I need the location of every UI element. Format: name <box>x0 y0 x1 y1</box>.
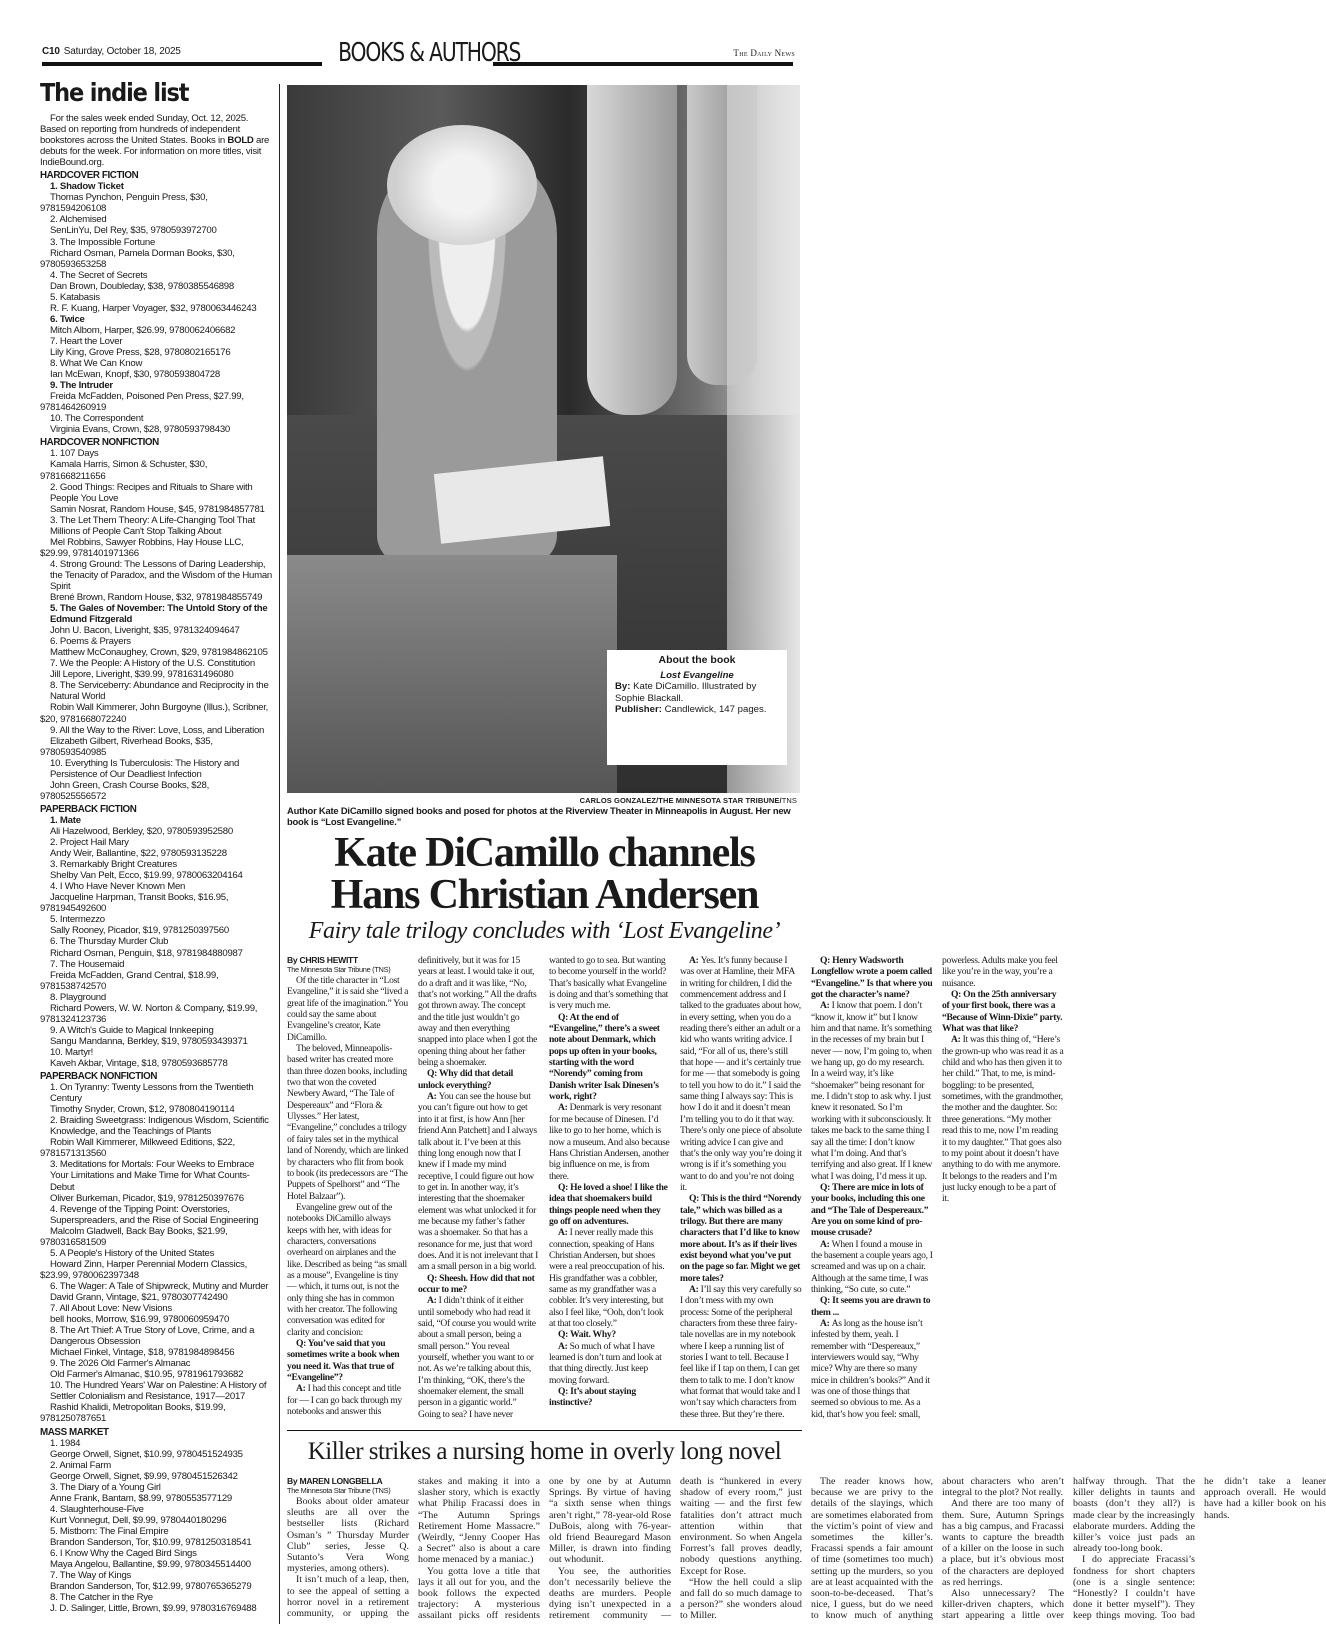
list-item <box>40 1526 272 1548</box>
answer-label: A: <box>427 1091 439 1103</box>
indie-list <box>40 78 272 1614</box>
question: Q: Wait. Why? <box>558 1329 616 1341</box>
list-item <box>40 1204 272 1248</box>
answer <box>549 1227 671 1329</box>
book-title: 7. The Way of Kings <box>50 1570 132 1582</box>
photo-signing-table <box>287 555 617 793</box>
answer <box>549 1102 671 1181</box>
answer-label: A: <box>427 1295 439 1307</box>
book-title: 7. All About Love: New Visions <box>50 1303 172 1315</box>
book-details: Howard Zinn, Harper Perennial Modern Classics, $23.99, 9780062397348 <box>40 1258 247 1281</box>
list-section-heading: HARDCOVER FICTION <box>40 170 139 182</box>
book-title: 2. Good Things: Recipes and Rituals to Share with People You Love <box>50 481 253 504</box>
book-details: Ian McEwan, Knopf, $30, 9780593804728 <box>50 369 220 381</box>
paragraph: Evangeline grew out of the notebooks DiCamillo always keeps with her, with ideas for characters, conversations overheard on airplanes and the like. Described as being “as small as a mouse”, Evangeline is tiny — which, it turns out, is not the only thing she has in common with her creator. The following conversation was edited for clarity and concision: <box>287 1201 407 1338</box>
paragraph: Of the title character in “Lost Evangeline,” it is said she “lived a great life of the imagination.” You could say the same about Evangeline’s creator, Kate DiCamillo. <box>287 975 409 1043</box>
book-title: 4. Strong Ground: The Lessons of Daring Leadership, the Tenacity of Paradox, and the Wisdom of the Human Spirit <box>50 558 272 592</box>
list-item <box>40 1047 272 1069</box>
book-title: 10. Martyr! <box>50 1046 94 1058</box>
list-item <box>40 448 272 481</box>
answer-text: I didn’t think of it either until somebody who had read it said, “Of course you would write about a small person, being a small person.” You reveal yourself, whether you want to or not. As we’re talking about this, I’m thinking, “OK, there’s the shoemaker element, the small person in a gigantic world.” Going to sea? I have never wanted to go to sea. But wanting to become yourself in the world? That’s basically what Evangeline is doing and that’s something that is very much me. <box>418 955 669 1420</box>
list-item <box>40 725 272 758</box>
book-details: Brandon Sanderson, Tor, $10.99, 9781250318541 <box>50 1537 252 1548</box>
article-deck: Fairy tale trilogy concludes with ‘Lost Evangeline’ <box>308 918 781 944</box>
question: Q: This is the third “Norendy tale,” which was billed as a trilogy. But there are many characters that I’d like to know more about. It’s as if their lives exist beyond what you’ve put on the page so far. Might we get more tales? <box>680 1193 802 1284</box>
list-item <box>40 515 272 559</box>
list-item <box>40 292 272 314</box>
book-title: 2. Alchemised <box>50 214 107 226</box>
list-section-heading: HARDCOVER NONFICTION <box>40 437 159 449</box>
book-details: Freida McFadden, Grand Central, $18.99, 9781538742570 <box>40 969 219 992</box>
list-item <box>40 658 272 680</box>
byline-by: By <box>287 955 300 965</box>
paragraph: It isn’t much of a leap, then, to see the appeal of setting a horror novel in a retirement community, or upping the stakes and making it into a slasher story, which is exactly what Philip Fracassi does in “The Autumn Springs Retirement Home Massacre.” (Weirdly, “Jenny Cooper Has a Secret” also is about a care home menaced by a maniac.) <box>287 1476 540 1620</box>
book-details: Brandon Sanderson, Tor, $12.99, 9780765365279 <box>50 1581 252 1593</box>
book-details: Robin Wall Kimmerer, Milkweed Editions, $22, 9781571313560 <box>40 1137 235 1160</box>
byline-author: MAREN LONGBELLA <box>299 1476 383 1486</box>
paragraph: “How the hell could a slip and fall do so much damage to a person?” she wonders aloud to Miller. <box>680 1576 802 1622</box>
list-item <box>40 1482 272 1504</box>
about-heading: About the book <box>658 654 736 666</box>
review-body <box>287 1476 1326 1628</box>
list-item <box>40 1570 272 1592</box>
list-item <box>40 214 272 236</box>
paragraph: You gotta love a title that lays it all out for you, and the book follows the expected trajectory: A mysterious assailant picks off residents one by one by at Autumn Springs. By virtue of having “a sixth sense when things aren’t right,” 78-year-old Rose DuBois, along with 76-year-old friend Beauregard Mason Miller, is drawn into finding out whodunit. <box>418 1476 671 1622</box>
book-title: 3. The Impossible Fortune <box>50 236 156 248</box>
paragraph: And there are too many of them. Sure, Autumn Springs has a big campus, and Fracassi wants to capture the breadth of a killer on the loose in such a place, but it’s obvious most of the characters are deployed as red herrings. <box>942 1498 1064 1588</box>
article-headline: Kate DiCamillo channels Hans Christian Andersen <box>330 830 759 918</box>
book-title: 5. Intermezzo <box>50 914 105 926</box>
answer-label: A: <box>296 1383 308 1395</box>
article-body <box>287 955 1064 1425</box>
book-details: Old Farmer's Almanac, $10.95, 9781961793682 <box>50 1369 244 1381</box>
book-publisher <box>615 704 779 716</box>
answer <box>680 1284 802 1420</box>
list-item <box>40 270 272 292</box>
paragraph: Also unnecessary? The killer-driven chapters, which start appearing a little over halfway through. That the killer delights in taunts and boasts (don’t they all?) is made clear by the increasingly elaborate murders. Adding the killer’s voice just pads an already too-long book. <box>942 1476 1195 1622</box>
by-label: By: <box>615 681 631 692</box>
answer-label: A: <box>558 1227 570 1239</box>
answer <box>680 955 802 1193</box>
question: Q: Henry Wadsworth Longfellow wrote a poem called “Evangeline.” Is that where you got the character’s name? <box>811 955 933 1001</box>
book-details: Ali Hazelwood, Berkley, $20, 9780593952580 <box>50 826 233 837</box>
header-rule-right <box>493 62 793 66</box>
book-details: Michael Finkel, Vintage, $18, 9781984898456 <box>50 1347 235 1359</box>
list-item <box>40 1025 272 1047</box>
book-details: Virginia Evans, Crown, $28, 9780593798430 <box>50 424 230 436</box>
book-title: 5. The Gales of November: The Untold Story of the Edmund Fitzgerald <box>50 603 268 626</box>
indie-list-intro <box>40 113 272 168</box>
newspaper-name: The Daily News <box>733 48 795 58</box>
book-details: Elizabeth Gilbert, Riverhead Books, $35, 9780593540985 <box>40 735 213 758</box>
book-title: 4. I Who Have Never Known Men <box>50 881 186 893</box>
book-details: Samin Nosrat, Random House, $45, 9781984857781 <box>50 503 265 515</box>
list-item <box>40 1504 272 1526</box>
book-title: 6. I Know Why the Caged Bird Sings <box>50 1548 197 1560</box>
book-title: Lost Evangeline <box>660 669 734 681</box>
list-item <box>40 992 272 1025</box>
list-item <box>40 636 272 658</box>
book-details: Anne Frank, Bantam, $8.99, 9780553577129 <box>50 1492 233 1504</box>
book-title: 3. The Let Them Theory: A Life-Changing Tool That Millions of People Can't Stop Talking About <box>50 514 255 537</box>
book-title: 9. The Intruder <box>50 380 113 392</box>
photo-author-hair <box>387 125 537 245</box>
list-item <box>40 482 272 515</box>
book-title: 10. Everything Is Tuberculosis: The History and Persistence of Our Deadliest Infection <box>50 757 240 780</box>
book-details: Jill Lepore, Liveright, $39.99, 9781631496080 <box>50 669 234 681</box>
indie-sections <box>40 170 272 1614</box>
answer-label: A: <box>820 1000 832 1012</box>
publisher-label: Publisher: <box>615 704 662 715</box>
book-details: R. F. Kuang, Harper Voyager, $32, 9780063446243 <box>50 302 257 314</box>
book-title: 2. Animal Farm <box>50 1459 112 1471</box>
book-details: Sangu Mandanna, Berkley, $19, 9780593439371 <box>50 1035 248 1047</box>
section-divider <box>287 1430 802 1431</box>
answer-label: A: <box>951 1034 963 1046</box>
book-details: Kurt Vonnegut, Dell, $9.99, 9780440180296 <box>50 1514 227 1526</box>
list-item <box>40 837 272 859</box>
answer <box>942 1034 1064 1204</box>
book-details: Oliver Burkeman, Picador, $19, 9781250397676 <box>50 1192 244 1204</box>
list-item <box>40 413 272 435</box>
answer-label: A: <box>689 955 701 966</box>
book-title: 9. The 2026 Old Farmer's Almanac <box>50 1358 191 1370</box>
question: Q: Sheesh. How did that not occur to me? <box>418 1272 535 1295</box>
book-title: 9. All the Way to the River: Love, Loss, and Liberation <box>50 724 265 736</box>
book-details: David Grann, Vintage, $21, 9780307742490 <box>50 1291 228 1303</box>
book-title: 1. 1984 <box>50 1437 81 1449</box>
book-author <box>615 681 779 704</box>
question: Q: It’s about staying instinctive? <box>549 1386 636 1409</box>
book-details: Freida McFadden, Poisoned Pen Press, $27.99, 9781464260919 <box>40 391 244 414</box>
article-agency: The Minnesota Star Tribune (TNS) <box>287 965 391 974</box>
list-item <box>40 1115 272 1159</box>
intro-bold: BOLD <box>227 135 254 147</box>
book-details: Kaveh Akbar, Vintage, $18, 9780593685778 <box>50 1057 228 1069</box>
list-section-heading: PAPERBACK FICTION <box>40 803 137 815</box>
book-title: 8. Playground <box>50 991 106 1003</box>
book-title: 6. The Wager: A Tale of Shipwreck, Mutiny and Murder <box>50 1280 269 1292</box>
book-title: 1. On Tyranny: Twenty Lessons from the Twentieth Century <box>50 1082 254 1105</box>
book-details: Mel Robbins, Sawyer Robbins, Hay House LLC, $29.99, 9781401971366 <box>40 536 244 559</box>
book-title: 8. The Catcher in the Rye <box>50 1592 153 1604</box>
book-details: Mitch Albom, Harper, $26.99, 9780062406682 <box>50 324 236 336</box>
answer-label: A: <box>689 1283 701 1295</box>
book-title: 6. The Thursday Murder Club <box>50 936 169 948</box>
book-title: 2. Braiding Sweetgrass: Indigenous Wisdom, Scientific Knowledge, and the Teachings of Plants <box>50 1115 269 1138</box>
answer <box>418 1091 540 1273</box>
question: Q: It seems you are drawn to them ... <box>811 1295 931 1318</box>
intro-text-end: are debuts for the week. For information on more titles, visit IndieBound.org. <box>40 135 270 169</box>
book-title: 6. Twice <box>50 313 85 325</box>
book-details: Matthew McConaughey, Crown, $29, 9781984862105 <box>50 647 268 659</box>
answer-label: A: <box>820 1318 832 1329</box>
book-title: 1. Shadow Ticket <box>50 181 124 193</box>
header-rule-left <box>42 62 322 66</box>
book-title: 4. Revenge of the Tipping Point: Overstories, Superspreaders, and the Rise of Social Engineering <box>50 1203 259 1226</box>
list-item <box>40 758 272 802</box>
question: Q: There are mice in lots of your books, including this one and “The Tale of Despereaux.” Are you on some kind of pro-mouse crusade? <box>811 1181 929 1239</box>
book-title: 10. The Correspondent <box>50 413 144 425</box>
question: Q: On the 25th anniversary of your first book, there was a “Because of Winn-Dixie” party. What was that like? <box>942 989 1063 1035</box>
book-details: Sally Rooney, Picador, $19, 9781250397560 <box>50 925 229 937</box>
list-item <box>40 1380 272 1424</box>
intro-text: For the sales week ended Sunday, Oct. 12, 2025. Based on reporting from hundreds of independent bookstores across the United States. Books in <box>40 113 249 147</box>
question: Q: At the end of “Evangeline,” there’s a sweet note about Denmark, which pops up often in your books, starting with the word “Norendy” coming from Danish writer Isak Dinesen’s work, right? <box>549 1011 660 1103</box>
list-item <box>40 1082 272 1115</box>
list-item <box>40 1159 272 1203</box>
book-title: 7. We the People: A History of the U.S. Constitution <box>50 658 255 670</box>
book-title: 3. Remarkably Bright Creatures <box>50 859 177 871</box>
paragraph: The reader knows how, because we are privy to the details of the slayings, which are sometimes elaborated from the victim’s point of view and sometimes the killer’s. Fracassi spends a fair amount of time (sometimes too much) setting up the murders, so you are at least acquainted with the soon-to-be-deceased. That’s nice, I guess, but do we need to know much of anything about characters who aren’t integral to the plot? Not really. <box>811 1476 1064 1622</box>
list-item <box>40 914 272 936</box>
book-details: Brené Brown, Random House, $32, 9781984855749 <box>50 592 263 604</box>
by-value: Kate DiCamillo. Illustrated by Sophie Blackall. <box>615 681 757 704</box>
answer-text: I know that poem. I don’t “know it, know it” but I know him and that name. It’s something in the recesses of my brain but I never — now, I’m going to, when we hang up, go do my research. In a weird way, it’s like “shoemaker” being resonant for me. I didn’t stop to ask why. I just knew it resonated. So I’m working with it subconsciously. It takes me back to the same thing I say all the time: I don’t know what I’m doing. And that’s terrifying and also great. If I knew what I was doing, I’d mess it up. <box>811 1000 933 1182</box>
article-byline <box>287 955 409 965</box>
list-item <box>40 314 272 336</box>
answer-text: You can see the house but you can’t figure out how to get into it at first, is how Ann [her friend Ann Patchett] and I always talk about it. I’ve been at this thing long enough now that I knew if I made my mind receptive, I could figure out how to get in. In another way, it’s interesting that the shoemaker element was what unlocked it for me because my father’s father was a shoemaker. So that has a resonance for me, just that word does. And it is not irrelevant that I am a small person in a big world. <box>418 1091 538 1273</box>
book-title: 5. Mistborn: The Final Empire <box>50 1525 169 1537</box>
book-details: Timothy Snyder, Crown, $12, 9780804190114 <box>50 1104 235 1116</box>
question: Q: He loved a shoe! I like the idea that shoemakers build things people need when they go off on adventures. <box>549 1181 668 1227</box>
list-item <box>40 959 272 992</box>
photo-caption: Author Kate DiCamillo signed books and posed for photos at the Riverview Theater in Minneapolis in August. Her new book is “Lost Evangeline.” <box>287 805 791 827</box>
list-item <box>40 881 272 914</box>
book-details: Richard Osman, Pamela Dorman Books, $30, 9780593653258 <box>40 247 235 270</box>
book-details: Dan Brown, Doubleday, $38, 9780385546898 <box>50 280 234 292</box>
book-title: 5. A People's History of the United States <box>50 1247 215 1259</box>
list-item <box>40 181 272 214</box>
book-title: 3. Meditations for Mortals: Four Weeks to Embrace Your Limitations and Make Time for What Counts- Debut <box>50 1159 255 1193</box>
answer-text: Denmark is very resonant for me because of Dinesen. I’d like to go to her home, which is now a museum. And also because Hans Christian Andersen, another big influence on me, is from there. <box>549 1102 670 1182</box>
list-item <box>40 1303 272 1325</box>
section-title: BOOKS & AUTHORS <box>338 38 521 68</box>
answer <box>811 1000 933 1182</box>
answer-text: I never really made this connection, speaking of Hans Christian Andersen, but shoes were a real preoccupation of his. His grandfather was a cobbler, same as my grandfather was a cobbler. It’s very interesting, but also I feel like, “Ooh, don’t look at that too closely.” <box>549 1227 665 1329</box>
book-details: Thomas Pynchon, Penguin Press, $30, 9781594206108 <box>40 192 208 215</box>
list-section-heading: MASS MARKET <box>40 1426 109 1438</box>
answer-text: It was this thing of, “Here’s the grown-up who was read it as a child and who has then given it to her child.” That, to me, is mind-boggling: to be presented, sometimes, with the grandmother, the mother and the daughter. So: three generations. “My mother read this to me, now I’m reading it to my daughter.” That goes also to my point about it doesn’t have anything to do with me anymore. It belongs to the readers and I’m just lucky enough to be a part of it. <box>942 1034 1064 1205</box>
book-title: 8. The Art Thief: A True Story of Love, Crime, and a Dangerous Obsession <box>50 1325 255 1348</box>
book-title: 4. The Secret of Secrets <box>50 269 148 281</box>
answer <box>811 1239 933 1296</box>
list-item <box>40 336 272 358</box>
paragraph: I do appreciate Fracassi’s fondness for short chapters (one is a single sentence: “Honestly? I couldn’t have done it better myself”). They keep things moving. Too bad he didn’t take a leaner approach overall. He would have had a killer book on his hands. <box>1073 1476 1326 1622</box>
list-item <box>40 237 272 270</box>
book-details: Jacqueline Harpman, Transit Books, $16.95, 9781945492600 <box>40 892 229 915</box>
photo-credit-agency: TNS <box>781 796 797 805</box>
list-item <box>40 358 272 380</box>
book-details: Andy Weir, Ballantine, $22, 9780593135228 <box>50 848 227 860</box>
byline-by: By <box>287 1476 300 1486</box>
list-item <box>40 1248 272 1281</box>
book-title: 3. The Diary of a Young Girl <box>50 1481 161 1493</box>
book-details: Shelby Van Pelt, Ecco, $19.99, 9780063204164 <box>50 870 243 882</box>
list-item <box>40 859 272 881</box>
book-details: SenLinYu, Del Rey, $35, 9780593972700 <box>50 225 217 237</box>
book-title: 5. Katabasis <box>50 291 100 303</box>
paragraph: Books about older amateur sleuths are all over the bestseller lists (Richard Osman’s ” Thursday Murder Club” series, Jesse Q. Sutanto’s Vera Wong mysteries, among others). <box>287 1496 409 1575</box>
answer <box>549 1341 671 1386</box>
answer-label: A: <box>820 1238 832 1250</box>
book-title: 4. Slaughterhouse-Five <box>50 1503 144 1515</box>
book-details: bell hooks, Morrow, $16.99, 9780060959470 <box>50 1314 230 1326</box>
book-details: George Orwell, Signet, $10.99, 9780451524935 <box>50 1448 243 1460</box>
book-details: George Orwell, Signet, $9.99, 9780451526342 <box>50 1470 238 1482</box>
column-divider <box>279 84 280 1624</box>
list-item <box>40 1592 272 1614</box>
book-title: 2. Project Hail Mary <box>50 837 129 849</box>
book-details: Kamala Harris, Simon & Schuster, $30, 9781668211656 <box>40 459 208 482</box>
answer-label: A: <box>558 1340 570 1352</box>
book-details: Malcolm Gladwell, Back Bay Books, $21.99, 9780316581509 <box>40 1225 228 1248</box>
list-item <box>40 603 272 636</box>
book-details: Richard Powers, W. W. Norton & Company, $19.99, 9781324123736 <box>40 1002 258 1025</box>
book-details: Rashid Khalidi, Metropolitan Books, $19.99, 9781250787651 <box>40 1402 226 1425</box>
book-title: 8. The Serviceberry: Abundance and Reciprocity in the Natural World <box>50 680 269 703</box>
byline-author: CHRIS HEWITT <box>299 955 358 965</box>
book-details: John U. Bacon, Liveright, $35, 9781324094647 <box>50 625 240 637</box>
review-agency: The Minnesota Star Tribune (TNS) <box>287 1486 391 1495</box>
book-title: 1. Mate <box>50 814 81 826</box>
about-the-book-box <box>607 650 787 765</box>
list-item <box>40 936 272 958</box>
answer-text: Yes. It’s funny because I was over at Hamline, their MFA in writing for children, I did the commencement address and I talked to the graduates about how, in every setting, when you do a reading there’s either an adult or a kid who wants writing advice. I said, “For all of us, there’s still that hope — and it’s certainly true for me — that somebody is going to tell you how to do it.” I said the same thing I always say: This is how I do it and it doesn’t mean I’m telling you to do it that way. There’s only one piece of absolute writing advice I can give and that’s the only way you’re doing it wrong is if it’s something you want to do and you’re not doing it. <box>680 955 802 1193</box>
book-details: John Green, Crash Course Books, $28, 9780525556572 <box>40 779 209 802</box>
review-byline <box>287 1476 409 1486</box>
list-item <box>40 1438 272 1460</box>
list-item <box>40 680 272 724</box>
list-item <box>40 1548 272 1570</box>
photo-background-person <box>587 85 677 415</box>
review-headline: Killer strikes a nursing home in overly long novel <box>307 1438 782 1465</box>
book-details: J. D. Salinger, Little, Brown, $9.99, 9780316769488 <box>50 1603 257 1615</box>
book-title: 7. Heart the Lover <box>50 335 123 347</box>
answer-text: As long as the house isn’t infested by them, yeah. I remember with “Despereaux,” interviewers would say, “Why mice? Why are there so many mice in children’s books?” And it was one of those things that seemed so obvious to me. As a kid, that’s how you feel: small, powerless. Adults make you feel like you’re in the way, you’re a nuisance. <box>811 955 1058 1420</box>
list-item <box>40 1281 272 1303</box>
list-item <box>40 815 272 837</box>
book-details: Robin Wall Kimmerer, John Burgoyne (Illus.), Scribner, $20, 9781668072240 <box>40 702 269 725</box>
question: Q: Why did that detail unlock everything? <box>418 1068 513 1091</box>
book-title: 7. The Housemaid <box>50 958 125 970</box>
publisher-value: Candlewick, 147 pages. <box>661 704 767 715</box>
list-section-heading: PAPERBACK NONFICTION <box>40 1071 158 1083</box>
book-title: 1. 107 Days <box>50 448 99 460</box>
list-item <box>40 1358 272 1380</box>
book-title: 10. The Hundred Years' War on Palestine: A History of Settler Colonialism and Resistance, 1917—2017 <box>50 1380 267 1403</box>
book-details: Maya Angelou, Ballantine, $9.99, 9780345514400 <box>50 1559 251 1571</box>
indie-list-title: The indie list <box>40 78 189 107</box>
list-item <box>40 380 272 413</box>
answer-label: A: <box>558 1102 570 1114</box>
photo-credit-name: CARLOS GONZALEZ/THE MINNESOTA STAR TRIBUNE/ <box>579 796 782 805</box>
answer-text: I’ll say this very carefully so I don’t mess with my own process: Some of the peripheral characters from these three fairy-tale novellas are in my notebook where I keep a running list of stories I want to tell. Because I feel like if I tap on them, I can get them to talk to me. I don’t know what format that would take and I won’t say which characters from these three. But they’re there. <box>680 1283 802 1420</box>
answer-text: So much of what I have learned is don’t turn and look at that thing directly. Just keep moving forward. <box>549 1340 662 1386</box>
list-item <box>40 1325 272 1358</box>
list-item <box>40 559 272 603</box>
book-details: Richard Osman, Penguin, $18, 9781984880987 <box>50 947 243 959</box>
paragraph: You see, the authorities don’t necessarily believe the deaths are murders. People dying isn’t unexpected in a retirement community — death is “hunkered in every shadow of every room,” just waiting — and the first few fatalities don’t attract much attention within that environment. So when Angela Forrest’s fall proves deadly, nobody questions anything. Except for Rose. <box>549 1476 802 1622</box>
issue-date: Saturday, October 18, 2025 <box>63 46 181 57</box>
answer-text: I had this concept and title for — I can go back through my notebooks and answer this definitively, but it was for 15 years at least. I would take it out, do a draft and it was like, “No, that’s not working.” All the drafts got thrown away. The concept and the title just wouldn’t go away and then everything snapped into place when I got the opening thing about her father being a shoemaker. <box>287 955 538 1418</box>
book-title: 9. A Witch's Guide to Magical Innkeeping <box>50 1024 214 1036</box>
book-title: 8. What We Can Know <box>50 358 143 370</box>
page-dateline <box>42 46 181 57</box>
book-title: 6. Poems & Prayers <box>50 636 131 648</box>
list-item <box>40 1460 272 1482</box>
book-details: Lily King, Grove Press, $28, 9780802165176 <box>50 346 231 358</box>
question: Q: You’ve said that you sometimes write a book when you need it. Was that true of “Evangeline”? <box>287 1338 400 1384</box>
paragraph: The beloved, Minneapolis-based writer has created more than three dozen books, including two that won the coveted Newbery Award, “The Tale of Despereaux” and “Flora & Ulysses.” Her latest, “Evangeline,” concludes a trilogy of fairy tales set in the mythical land of Norendy, which are linked by characters who flit from book to book (its predecessors are “The Puppets of Spelhorst” and “The Hotel Balzaar”). <box>287 1043 409 1202</box>
photo-credit <box>580 796 797 805</box>
answer-text: When I found a mouse in the basement a couple years ago, I screamed and was up on a chair. Although at the same time, I was thinking, “So cute, so cute.” <box>811 1238 933 1295</box>
page-number: C10 <box>42 46 60 57</box>
